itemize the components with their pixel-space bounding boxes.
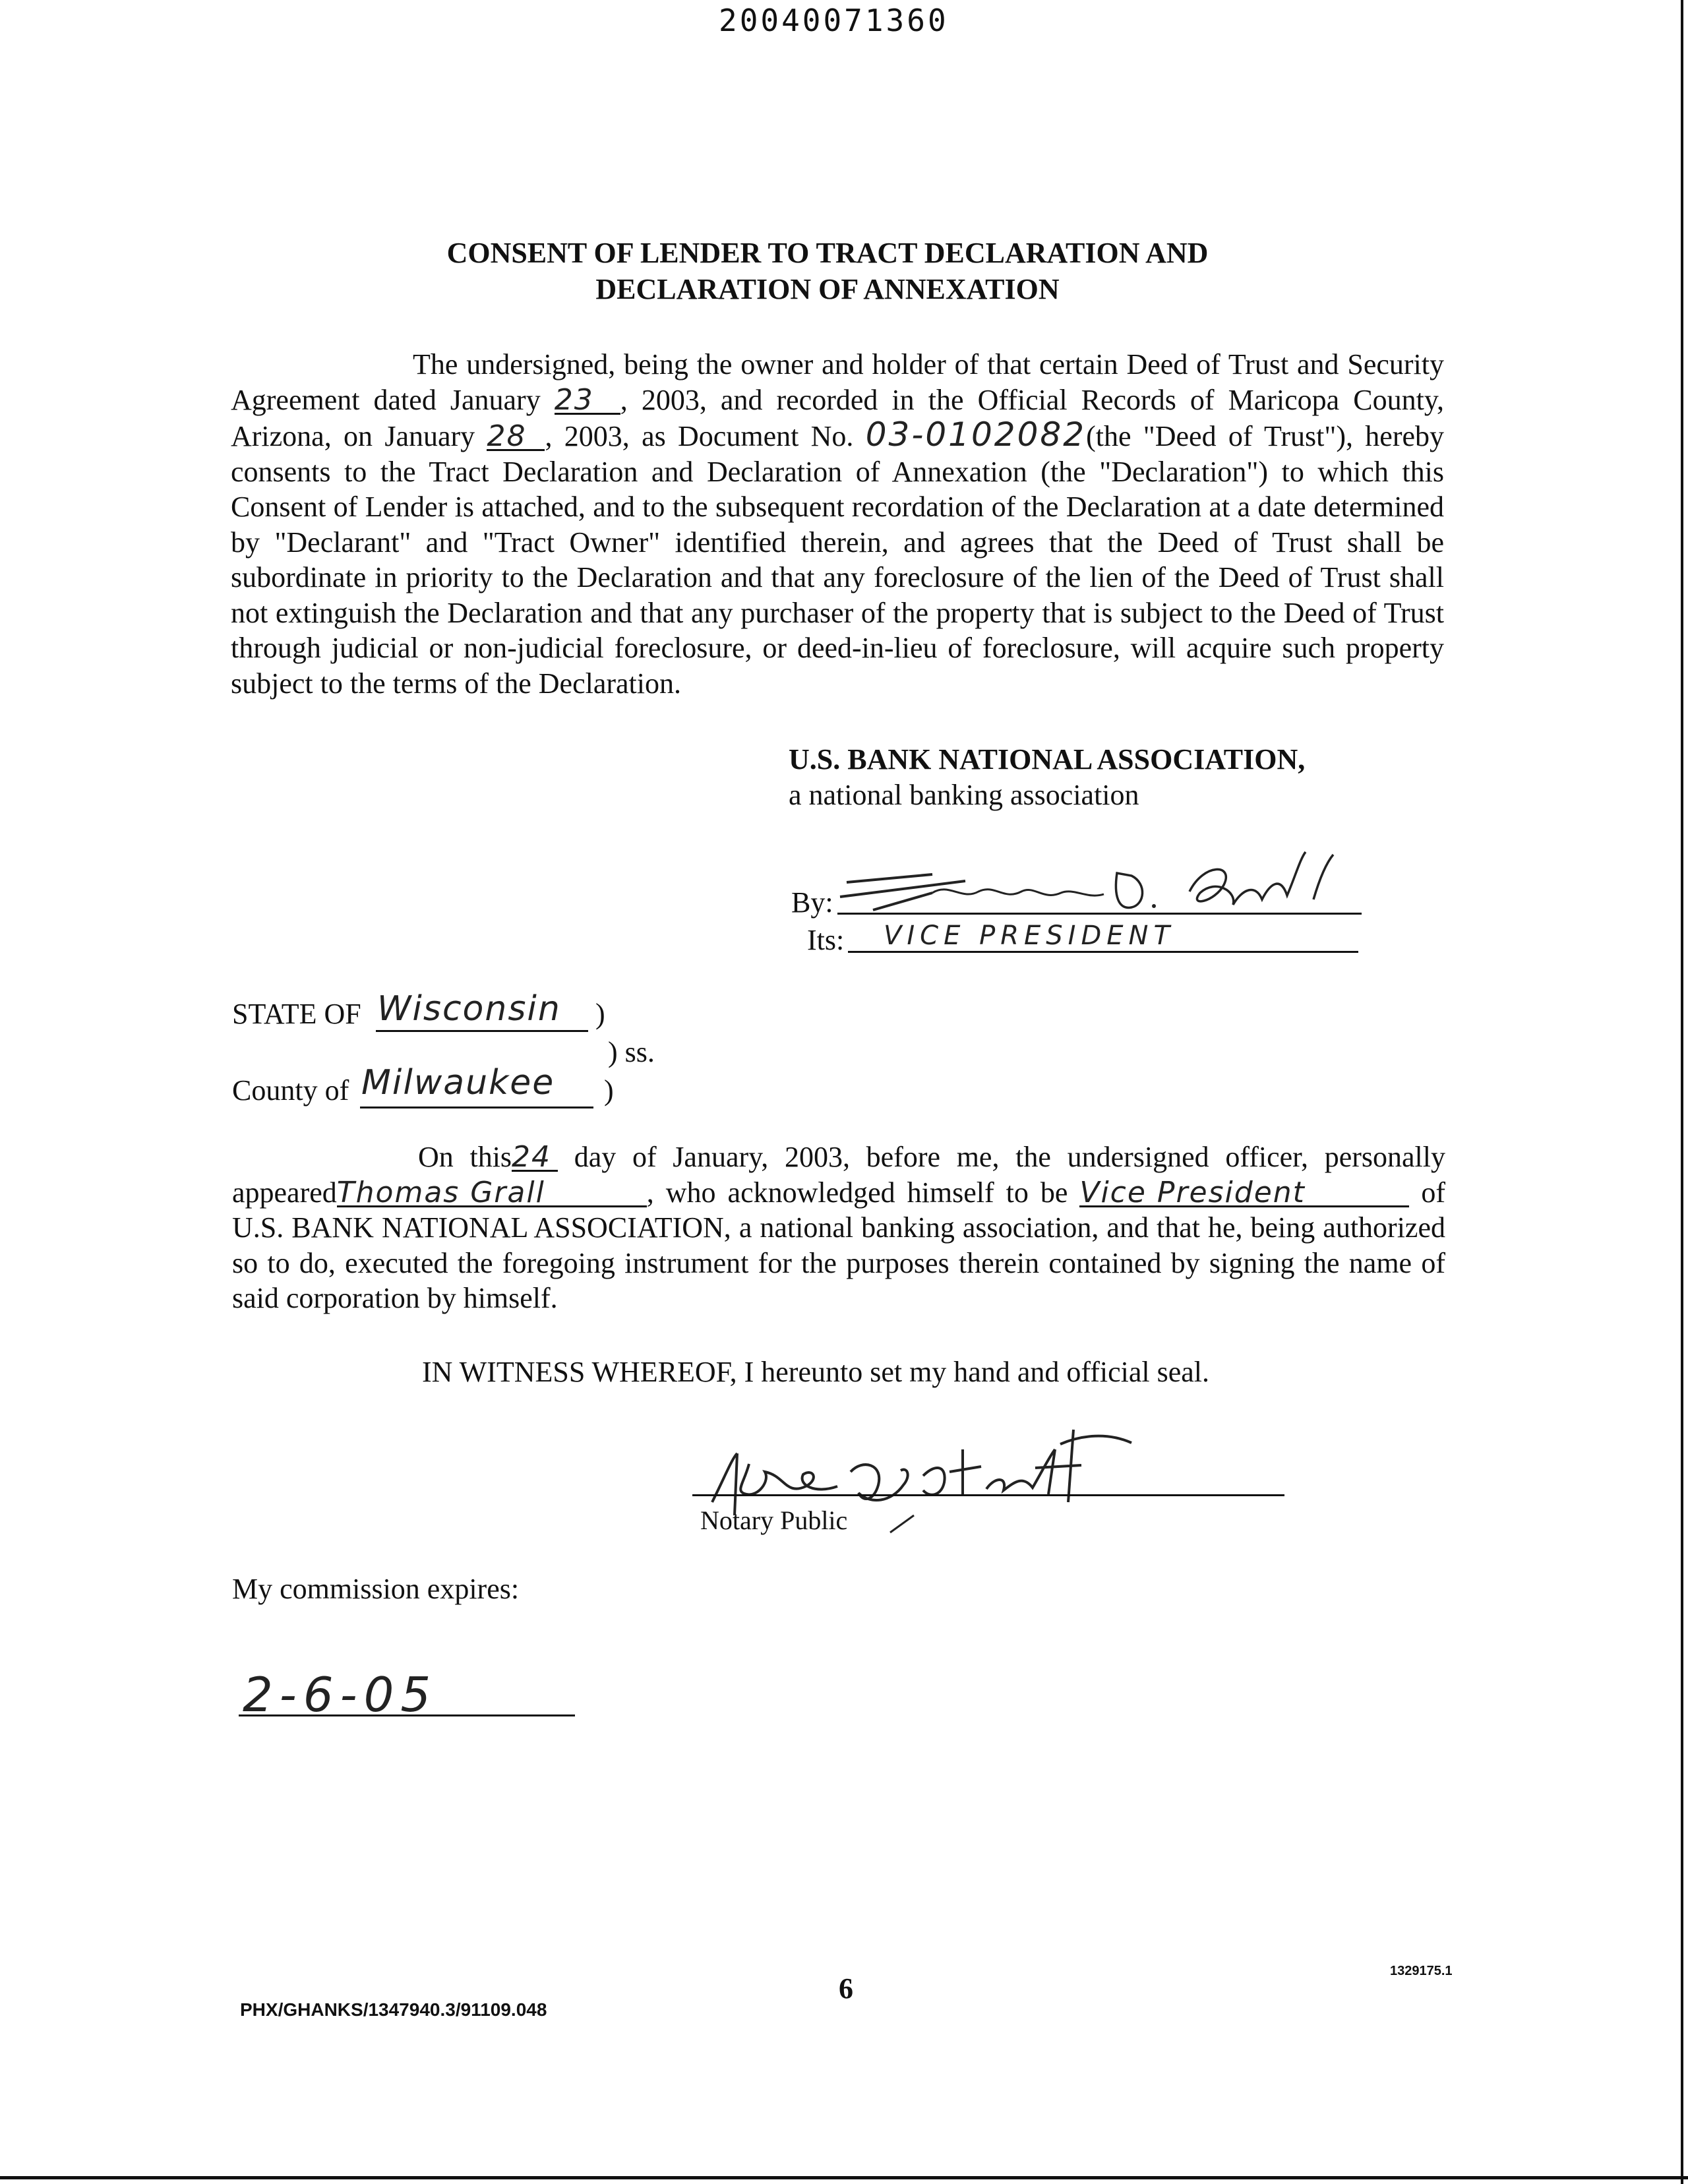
title-line-1: CONSENT OF LENDER TO TRACT DECLARATION AND <box>446 237 1209 269</box>
ack-day-field: 24 <box>512 1145 558 1172</box>
county-line <box>360 1107 593 1108</box>
footer-reference: PHX/GHANKS/1347940.3/91109.048 <box>240 1999 547 2020</box>
ack-title-field: Vice President <box>1079 1180 1409 1207</box>
acknowledgment-paragraph <box>232 1139 1445 1316</box>
signer-title: VICE PRESIDENT <box>884 921 1175 951</box>
state-label: STATE OF <box>232 998 361 1030</box>
bank-name: U.S. BANK NATIONAL ASSOCIATION, <box>789 743 1306 775</box>
county-label: County of <box>232 1074 349 1107</box>
commission-label: My commission expires: <box>232 1573 520 1605</box>
scan-edge-right <box>1681 0 1683 2184</box>
state-line <box>376 1030 588 1032</box>
page-number: 6 <box>839 1972 853 2005</box>
document-title <box>0 235 1655 307</box>
county-value: Milwaukee <box>361 1063 555 1103</box>
state-value: Wisconsin <box>377 989 561 1029</box>
dated-day-field: 23 <box>555 388 620 415</box>
witness-statement: IN WITNESS WHEREOF, I hereunto set my hand and official seal. <box>422 1356 1210 1388</box>
ack-text-3: , who acknowledged himself to be <box>646 1176 1080 1209</box>
body-text-3: , 2003, as Document No. <box>545 420 866 452</box>
document-reference: 1329175.1 <box>1390 1964 1453 1978</box>
ss-label: ) ss. <box>608 1036 655 1068</box>
bank-description: a national banking association <box>789 779 1139 811</box>
by-label: By: <box>791 886 833 919</box>
document-number-field: 03-0102082 <box>865 415 1087 454</box>
commission-line <box>239 1714 575 1716</box>
its-title-line <box>848 951 1358 953</box>
body-text-2: , 2003, and recorded in the Official Records of Maricopa County, Arizona, on January <box>231 383 1444 452</box>
consent-paragraph <box>231 347 1444 701</box>
ack-text-4: of U.S. BANK NATIONAL ASSOCIATION, a national banking association, and that he, being authorized so to do, executed the foregoing instrument for the purposes therein contained by signing the name of said corporation by himself. <box>232 1176 1446 1314</box>
ack-text-1: On this <box>418 1141 512 1173</box>
signer-signature <box>833 836 1374 922</box>
county-paren: ) <box>604 1074 614 1107</box>
recording-number: 20040071360 <box>719 3 949 38</box>
title-line-2: DECLARATION OF ANNEXATION <box>595 273 1060 305</box>
scan-edge-bottom <box>0 2176 1688 2179</box>
notary-signature-line <box>692 1494 1284 1496</box>
body-text-4: (the "Deed of Trust"), hereby consents to the Tract Declaration and Declaration of Annexation (the "Declaration") to which this Consent of Lender is attached, and to the subsequent recordation of the Declaration at a date determined by "Declarant" and "Tract Owner" identified therein, and agrees that the Deed of Trust shall be subordinate in priority to the Declaration and that any foreclosure of the lien of the Deed of Trust shall not extinguish the Declaration and that any purchaser of the property that is subject to the Deed of Trust through judicial or non-judicial foreclosure, or deed-in-lieu of foreclosure, will acquire such property subject to the terms of the Declaration. <box>231 420 1444 700</box>
commission-date: 2-6-05 <box>243 1667 438 1722</box>
state-paren: ) <box>595 998 605 1030</box>
ack-person-field: Thomas Grall <box>337 1180 647 1207</box>
recorded-day-field: 28 <box>487 424 545 451</box>
its-label: Its: <box>807 924 845 956</box>
body-text-1: The undersigned, being the owner and holder of that certain Deed of Trust and Security Agreement dated January <box>231 348 1444 416</box>
ack-text-2: day of January, 2003, before me, the undersigned officer, personally appeared <box>232 1141 1445 1209</box>
notary-public-label: Notary Public <box>700 1505 848 1535</box>
